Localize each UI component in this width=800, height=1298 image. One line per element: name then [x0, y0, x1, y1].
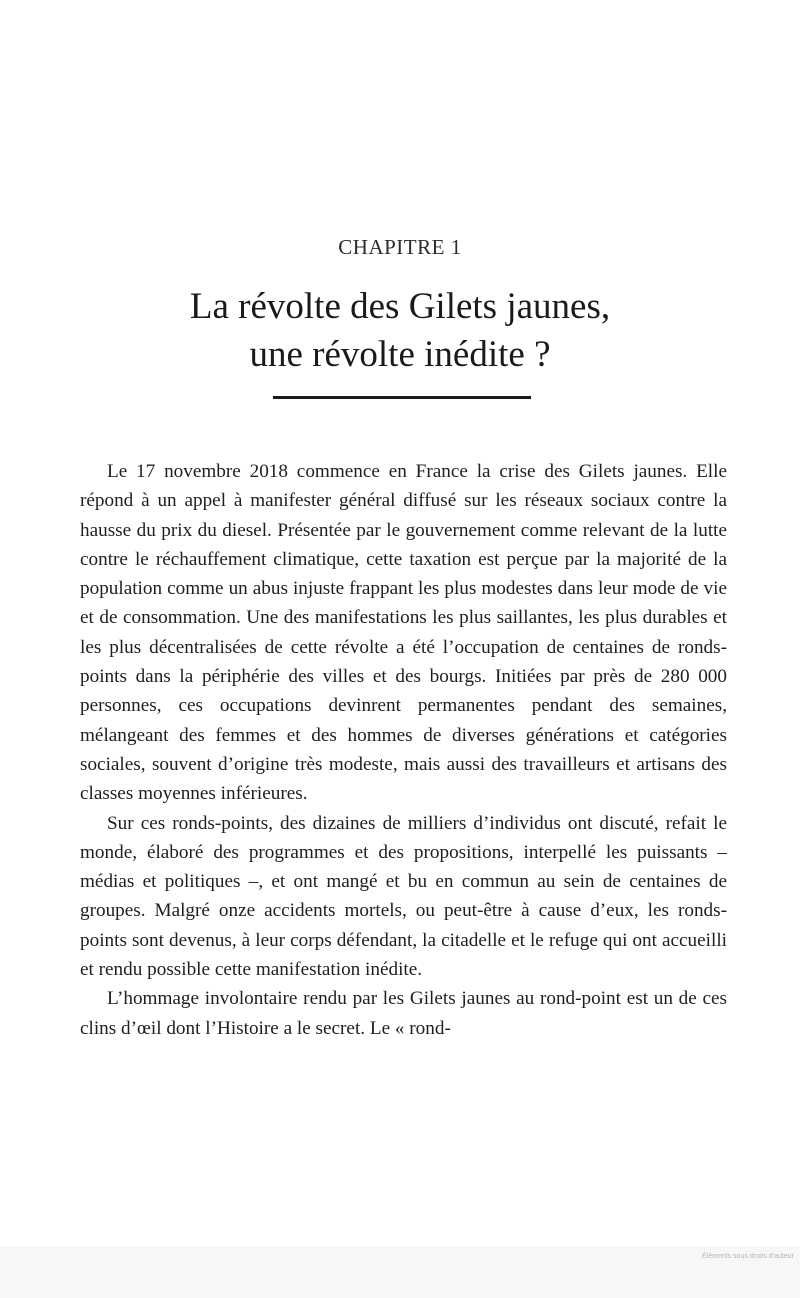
chapter-title-line-1: La révolte des Gilets jaunes, — [189, 286, 611, 327]
page-footer — [0, 1246, 800, 1298]
paragraph: L’hommage involontaire rendu par les Gilets jaunes au rond-point est un de ces clins d’œil dont l’Histoire a le secret. Le « rond- — [80, 988, 727, 1039]
chapter-title — [0, 283, 800, 379]
chapter-label: CHAPITRE 1 — [338, 235, 462, 259]
copyright-watermark: Éléments sous droits d'auteur — [702, 1253, 794, 1260]
title-underline-rule — [273, 396, 531, 399]
chapter-body — [80, 457, 727, 1043]
paragraph: Le 17 novembre 2018 commence en France la crise des Gilets jaunes. Elle répond à un appel à manifester général diffusé sur les réseaux sociaux contre la hausse du prix du diesel. Présentée par le gouvernement comme relevant de la lutte contre le réchauffement climatique, cette taxation est perçue par la majorité de la population comme un abus injuste frappant les plus modestes dans leur mode de vie et de consommation. Une des manifestations les plus saillantes, les plus durables et les plus décentralisées de cette révolte a été l’occupation de centaines de ronds-points dans la périphérie des villes et des bourgs. Initiées par près de 280 000 personnes, ces occupations devinrent permanentes pendant des semaines, mélangeant des femmes et des hommes de diverses générations et catégories sociales, souvent d’origine très modeste, mais aussi des travailleurs et artisans des classes moyennes inférieures. — [80, 461, 727, 805]
chapter-title-line-2: une révolte inédite ? — [249, 334, 551, 375]
paragraph: Sur ces ronds-points, des dizaines de milliers d’individus ont discuté, refait le monde, élaboré des programmes et des propositions, interpellé les puissants – médias et politiques –, et ont mangé et bu en commun au sein de centaines de groupes. Malgré onze accidents mortels, ou peut-être à cause d’eux, les ronds-points sont devenus, à leur corps défendant, la citadelle et le refuge qui ont accueilli et rendu possible cette manifestation inédite. — [80, 812, 727, 981]
